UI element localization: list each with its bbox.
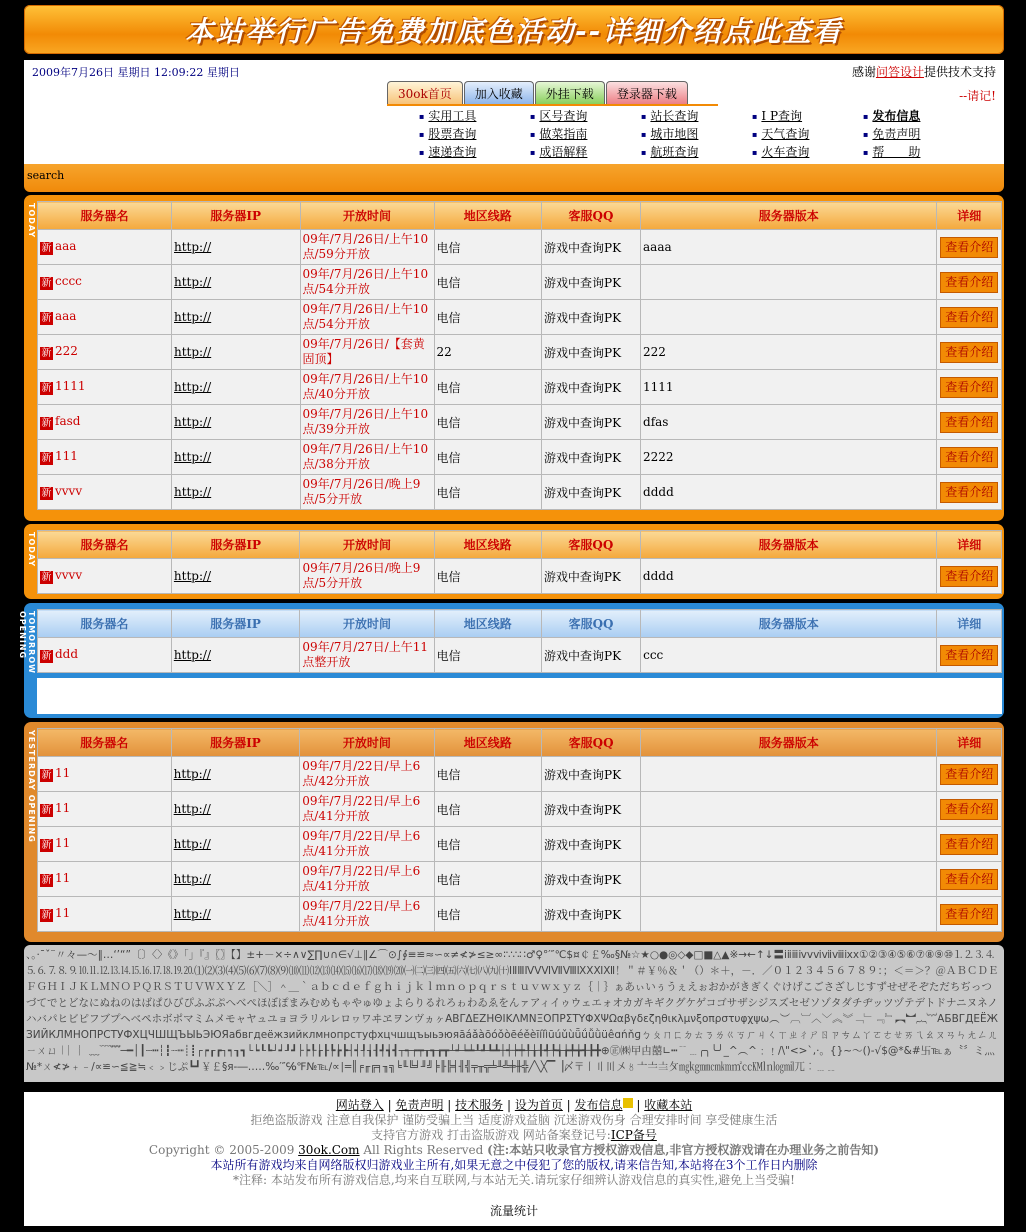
link-help[interactable]: 帮 助: [872, 145, 921, 159]
server-name: 1111: [55, 379, 86, 393]
line-region: 电信: [434, 300, 541, 335]
server-version: [641, 300, 937, 335]
server-version: [641, 827, 937, 862]
header-col-detail: 详细: [937, 202, 1002, 230]
promo-banner[interactable]: [24, 5, 1004, 54]
footer-bookmark[interactable]: 收藏本站: [644, 1098, 693, 1112]
server-ip-link[interactable]: http://: [174, 380, 212, 394]
server-name-cell[interactable]: [38, 475, 172, 510]
header-col-name: 服务器名: [38, 202, 172, 230]
line-region: 电信: [434, 757, 542, 792]
support-qq: 游戏中查询PK: [542, 265, 641, 300]
table-row: [38, 300, 1002, 335]
view-details-button[interactable]: 查看介绍: [940, 342, 998, 363]
header-col-name: 服务器名: [38, 531, 172, 559]
link-courier[interactable]: 速递查询: [428, 145, 477, 159]
header-col-line: 地区线路: [434, 729, 542, 757]
quick-link-item: [752, 144, 863, 161]
table-row: [38, 265, 1002, 300]
support-qq: 游戏中查询PK: [542, 440, 641, 475]
server-name-cell[interactable]: [38, 300, 172, 335]
traffic-stats[interactable]: 流量统计: [489, 1204, 538, 1218]
support-qq: 游戏中查询PK: [542, 230, 641, 265]
footer-copyright-notice: 本站所有游戏均来自网络版权归游戏业主所有,如果无意之中侵犯了您的版权,请来信告知,本站将在3个工作日内删除: [210, 1158, 818, 1172]
line-region: 电信: [434, 370, 541, 405]
detail-cell: [937, 230, 1002, 265]
server-name-cell[interactable]: [38, 559, 172, 594]
header-col-qq: 客服QQ: [542, 610, 641, 638]
support-qq: 游戏中查询PK: [542, 792, 641, 827]
footer-icp-line: [24, 1128, 1004, 1143]
server-name: aaa: [55, 309, 77, 323]
line-region: 电信: [434, 638, 541, 673]
line-region: 电信: [434, 475, 541, 510]
server-name-cell[interactable]: [38, 862, 172, 897]
header-col-qq: 客服QQ: [542, 729, 641, 757]
detail-cell: [937, 827, 1002, 862]
quick-link-item: [863, 126, 974, 143]
server-icon: 新: [41, 278, 52, 289]
open-time: 09年/7月/22日/早上6点/41分开放: [300, 897, 434, 932]
server-version: 222: [641, 335, 937, 370]
quick-link-item: [863, 108, 974, 125]
support-qq: 游戏中查询PK: [541, 559, 640, 594]
server-name-cell[interactable]: [38, 335, 172, 370]
table-header-row: [38, 531, 1002, 559]
link-site-lookup[interactable]: 站长查询: [650, 109, 699, 123]
detail-cell: [937, 792, 1002, 827]
server-version: [641, 792, 937, 827]
server-name-cell[interactable]: [38, 792, 172, 827]
link-disclaimer[interactable]: 免责声明: [872, 127, 921, 141]
datetime-display: 2009年7月26日 星期日 12:09:22 星期日: [32, 66, 240, 79]
section-tomorrow: [18, 603, 1004, 718]
server-version: 2222: [641, 440, 937, 475]
server-ip-cell: [172, 300, 301, 335]
header-col-time: 开放时间: [300, 202, 434, 230]
table-header-row: [38, 729, 1002, 757]
symbol-palette: 、。·ˉˇ¨〃々—～‖…‘’“”〔〕〈〉《》「」『』〖〗【】±+－×÷∧∨∑∏∪∩∈√⊥∥∠⌒⊙∫∮≡≌≈∽∝≠≮≯≤≥∞∶∵∴∷♂♀°′″℃$¤￠￡‰§№☆★○●◎◇◆□■△▲※→←↑↓〓ⅰⅱⅲⅳⅴⅵⅶⅷⅸⅹ①②③④⑤⑥⑦⑧⑨⑩⒈⒉⒊⒋⒌⒍⒎⒏⒐⒑⒒⒓⒔⒕⒖⒗⒘⒙⒚⒛⑴⑵⑶⑷⑸⑹⑺⑻⑼⑽⑾⑿⒀⒁⒂⒃⒄⒅⒆⒇㈠㈡㈢㈣㈤㈥㈦㈧㈨㈩ⅠⅡⅢⅣⅤⅥⅦⅧⅨⅩⅪⅫ！＂＃￥％＆＇（）＊＋，－．／０１２３４５６７８９：；＜＝＞？＠ＡＢＣＤＥＦＧＨＩＪＫＬＭＮＯＰＱＲＳＴＵＶＷＸＹＺ［＼］＾＿｀ａｂｃｄｅｆｇｈｉｊｋｌｍｎｏｐｑｒｓｔｕｖｗｘｙｚ｛｜｝ぁあぃいぅうぇえぉおかがきぎくぐけげこごさざしじすずせぜそぞただちぢっつづてでとどなにぬねのはばぱひびぴふぶぷへべぺほぼぽまみむめもゃやゅゆょよらりるれろゎわゐゑをんァアィイゥウェエォオカガキギクグケゲコゴサザシジスズセゼソゾタダチヂッツヅテデトドナニヌネノハバパヒビピフブプヘベペホボポマミムメモャヤュユョヨラリルレロヮワヰヱヲンヴヵヶΑΒΓΔΕΖΗΘΙΚΛΜΝΞΟΠΡΣΤΥΦΧΨΩαβγδεζηθικλμνξοπρστυφχψω︵︶︹︺︿﹀︽︾﹁﹂﹃﹄︻︼︷︸АБВГДЕЁЖЗИЙКЛМНОПРСТУФХЦЧШЩЪЫЬЭЮЯабвгдеёжзийклмнопрстуфхцчшщъыьэюяāáǎàōóǒòēéěèīíǐìūúǔùǖǘǚǜüêɑńňɡㄅㄆㄇㄈㄉㄊㄋㄌㄍㄎㄏㄐㄑㄒㄓㄔㄕㄖㄗㄘㄙㄚㄛㄜㄝㄞㄟㄠㄡㄢㄣㄤㄥㄦㄧㄨㄩ︱︳︴﹏﹋﹌─━│┃┄┅┆┇┈┉┊┋┌┍┎┏┐┑┒┓└┕┖┗┘┙┚┛├┝┞┟┠┡┢┣┤┥┦┧┨┩┪┫┬┭┮┯┰┱┲┳┴┵┶┷┸┹┺┻┼┽┾┿╀╁╂╃╄╅╆╇╈╉╊╋⊕㊣㈱曱甴囍∟┅﹊﹍╭╮╰╯_^︵^﹕﹗/\"<>`,·。{}~～()-√$@*&#卐℡ぁ〝〞ミ灬№*ㄨ≮≯﹢﹣/∝≌∽≦≧≒﹤﹥じぷ┗┛￥￡§я-―‥…‰′″℅℉№℡∕∝∣═║╒╓╔╕╖╗╘╙╚╛╜╝╞╟╠╡╢╣╤╥╦╧╨╩╪╫╬╱╲╳▔▕〆〒〡〢〣〤〥〦〧〨〩㎎㎏㎜㎝㎞㎡㏄㏎㏑㏒㏕兀︰﹍﹎: [24, 945, 1004, 1082]
footer-homepage[interactable]: 设为首页: [514, 1098, 563, 1112]
section-side-label: TOMORROW OPENING: [18, 611, 36, 674]
server-ip-cell: [171, 757, 300, 792]
server-ip-link[interactable]: http://: [173, 907, 211, 921]
server-ip-link[interactable]: http://: [174, 240, 212, 254]
section-side-label: TODAY: [27, 532, 36, 568]
server-icon: 新: [41, 348, 52, 359]
header-col-ip: 服务器IP: [171, 610, 300, 638]
link-flights[interactable]: 航班查询: [650, 145, 699, 159]
copyright-rights: All Rights Reserved: [359, 1143, 488, 1157]
link-recipes[interactable]: 做菜指南: [539, 127, 588, 141]
table-row: [38, 335, 1002, 370]
open-time: 09年/7月/22日/早上6点/42分开放: [300, 757, 434, 792]
server-ip-link[interactable]: http://: [174, 450, 212, 464]
tab-bookmark[interactable]: 加入收藏: [464, 81, 534, 104]
server-version: ccc: [641, 638, 937, 673]
header-col-line: 地区线路: [434, 202, 541, 230]
open-time: 09年/7月/26日/上午10点/59分开放: [300, 230, 434, 265]
site-link[interactable]: 30ok.Com: [298, 1143, 360, 1157]
server-ip-link[interactable]: http://: [173, 767, 211, 781]
server-ip-link[interactable]: http://: [174, 345, 212, 359]
server-version: 1111: [641, 370, 937, 405]
quick-link-item: [641, 144, 752, 161]
support-qq: 游戏中查询PK: [542, 827, 641, 862]
view-details-button[interactable]: 查看介绍: [940, 482, 998, 503]
header-col-ip: 服务器IP: [172, 202, 301, 230]
header-col-name: 服务器名: [38, 729, 172, 757]
table-header-row: [38, 202, 1002, 230]
view-details-button[interactable]: 查看介绍: [940, 237, 998, 258]
server-icon: 新: [41, 805, 52, 816]
open-time: 09年/7月/26日/上午10点/39分开放: [300, 405, 434, 440]
detail-cell: [937, 265, 1002, 300]
header-col-line: 地区线路: [434, 531, 541, 559]
server-ip-link[interactable]: http://: [173, 837, 211, 851]
support-qq: 游戏中查询PK: [542, 405, 641, 440]
server-icon: 新: [41, 572, 52, 583]
table-header-row: [38, 610, 1002, 638]
server-name: cccc: [55, 274, 82, 288]
link-city-map[interactable]: 城市地图: [650, 127, 699, 141]
server-name-cell[interactable]: [38, 897, 172, 932]
server-table: [37, 609, 1002, 673]
header-col-time: 开放时间: [300, 729, 434, 757]
line-region: 电信: [434, 265, 541, 300]
server-name-cell[interactable]: [38, 440, 172, 475]
server-ip-cell: [172, 475, 301, 510]
table-row: [38, 757, 1002, 792]
support-qq: 游戏中查询PK: [542, 335, 641, 370]
server-ip-cell: [172, 370, 301, 405]
link-stocks[interactable]: 股票查询: [428, 127, 477, 141]
support-qq: 游戏中查询PK: [542, 897, 641, 932]
search-label: search: [27, 169, 65, 182]
table-row: [38, 792, 1002, 827]
link-area-code[interactable]: 区号查询: [539, 109, 588, 123]
header-col-qq: 客服QQ: [542, 202, 641, 230]
table-row: [38, 405, 1002, 440]
footer-nav: 网站登入 | 免责声明 | 技术服务 | 设为首页 | 发布信息 | 收藏本站: [335, 1098, 693, 1112]
header-col-time: 开放时间: [300, 610, 434, 638]
support-qq: 游戏中查询PK: [542, 757, 641, 792]
open-time: 09年/7月/26日/【套黄固顶】: [300, 335, 434, 370]
server-name: ddd: [55, 647, 79, 661]
header-col-version: 服务器版本: [641, 729, 937, 757]
server-name-cell[interactable]: [38, 370, 172, 405]
footer: [24, 1092, 1004, 1226]
section-yesterday: [24, 722, 1004, 942]
line-region: 22: [434, 335, 541, 370]
link-publish[interactable]: 发布信息: [872, 109, 921, 123]
detail-cell: [937, 440, 1002, 475]
header-col-version: 服务器版本: [641, 610, 937, 638]
view-details-button[interactable]: 查看介绍: [940, 447, 998, 468]
server-name-cell[interactable]: [38, 827, 172, 862]
server-ip-cell: [172, 440, 301, 475]
table-row: [38, 370, 1002, 405]
open-time: 09年/7月/27日/上午11点整开放: [300, 638, 434, 673]
tab-underline: [387, 104, 718, 106]
remember-text: --请记!: [959, 89, 996, 103]
server-name: 11: [55, 801, 71, 815]
tab-launcher-download[interactable]: 登录器下载: [606, 81, 688, 104]
header-col-ip: 服务器IP: [171, 531, 300, 559]
footer-tech[interactable]: 技术服务: [455, 1098, 504, 1112]
view-details-button[interactable]: 查看介绍: [940, 869, 998, 890]
section-side-label: YESTERDAY OPENING: [27, 730, 36, 843]
server-ip-link[interactable]: http://: [174, 415, 212, 429]
open-time: 09年/7月/22日/早上6点/41分开放: [300, 792, 434, 827]
server-ip-cell: [171, 792, 300, 827]
server-ip-link[interactable]: http://: [174, 310, 212, 324]
line-region: 电信: [434, 792, 542, 827]
quick-link-item: [530, 108, 641, 125]
footer-login[interactable]: 网站登入: [335, 1098, 384, 1112]
line-region: 电信: [434, 559, 541, 594]
view-details-button[interactable]: 查看介绍: [940, 307, 998, 328]
server-ip-link[interactable]: http://: [173, 872, 211, 886]
credits-prefix: 感谢: [851, 65, 876, 79]
server-ip-cell: [171, 638, 300, 673]
footer-publish[interactable]: 发布信息: [574, 1098, 623, 1112]
table-row: [38, 827, 1002, 862]
server-icon: 新: [41, 453, 52, 464]
server-name: 11: [55, 766, 71, 780]
server-ip-cell: [172, 405, 301, 440]
server-icon: 新: [41, 875, 52, 886]
open-time: 09年/7月/26日/上午10点/54分开放: [300, 300, 434, 335]
view-details-button[interactable]: 查看介绍: [940, 377, 998, 398]
server-icon: 新: [41, 651, 52, 662]
footer-warning: *注释: 本站发布所有游戏信息,均来自互联网,与本站无关.请玩家仔细辨认游戏信息的真实性,避免上当受骗!: [233, 1173, 795, 1187]
server-table: [37, 201, 1002, 510]
server-icon: 新: [41, 243, 52, 254]
support-qq: 游戏中查询PK: [542, 475, 641, 510]
server-ip-link[interactable]: http://: [174, 275, 212, 289]
header-col-detail: 详细: [937, 729, 1002, 757]
credits-link[interactable]: 问答设计: [875, 65, 924, 79]
copyright-note: (注:本站只收录官方授权游戏信息,非官方授权游戏请在办理业务之前告知): [487, 1143, 880, 1157]
server-name: fasd: [55, 414, 81, 428]
server-name-cell[interactable]: [38, 757, 172, 792]
server-version: aaaa: [641, 230, 937, 265]
new-badge-icon: [623, 1098, 633, 1108]
section-side-label: TODAY: [27, 203, 36, 239]
server-name-cell[interactable]: [38, 638, 172, 673]
detail-cell: [937, 370, 1002, 405]
quick-link-item: [641, 126, 752, 143]
view-details-button[interactable]: 查看介绍: [940, 799, 998, 820]
server-ip-cell: [172, 265, 301, 300]
quick-link-item: [752, 126, 863, 143]
table-row: [38, 230, 1002, 265]
view-details-button[interactable]: 查看介绍: [940, 412, 998, 433]
section-today-2: [24, 524, 1004, 599]
header-col-line: 地区线路: [434, 610, 541, 638]
detail-cell: [937, 300, 1002, 335]
support-qq: 游戏中查询PK: [542, 862, 641, 897]
footer-slogan: 拒绝盗版游戏 注意自我保护 谨防受骗上当 适度游戏益脑 沉迷游戏伤身 合理安排时间 享受健康生活: [250, 1113, 778, 1127]
header-col-qq: 客服QQ: [541, 531, 640, 559]
server-version: dddd: [641, 475, 937, 510]
server-ip-cell: [172, 230, 301, 265]
server-version: dfas: [641, 405, 937, 440]
credits: [852, 63, 996, 80]
server-name: 11: [55, 836, 71, 850]
server-name: vvvv: [55, 484, 83, 498]
tab-home[interactable]: 30ok首页: [387, 81, 463, 104]
detail-cell: [937, 897, 1002, 932]
header-col-version: 服务器版本: [641, 202, 937, 230]
detail-cell: [937, 475, 1002, 510]
server-version: dddd: [640, 559, 937, 594]
detail-cell: [937, 559, 1002, 594]
line-region: 电信: [434, 827, 542, 862]
server-icon: 新: [41, 910, 52, 921]
header-col-detail: 详细: [937, 610, 1002, 638]
server-icon: 新: [41, 488, 52, 499]
server-ip-link[interactable]: http://: [174, 485, 212, 499]
server-icon: 新: [41, 840, 52, 851]
view-details-button[interactable]: 查看介绍: [940, 272, 998, 293]
detail-cell: [937, 405, 1002, 440]
footer-copyright: [24, 1143, 1004, 1158]
table-row: [38, 559, 1002, 594]
link-ip-lookup[interactable]: I P查询: [761, 109, 803, 123]
view-details-button[interactable]: 查看介绍: [940, 645, 998, 666]
top-tabs: [387, 81, 688, 104]
link-idioms[interactable]: 成语解释: [539, 145, 588, 159]
line-region: 电信: [434, 230, 541, 265]
header-col-ip: 服务器IP: [171, 729, 300, 757]
footer-disclaimer[interactable]: 免责声明: [395, 1098, 444, 1112]
server-icon: 新: [41, 418, 52, 429]
server-table: [37, 530, 1002, 594]
server-icon: 新: [41, 383, 52, 394]
quick-link-item: [641, 108, 752, 125]
support-qq: 游戏中查询PK: [542, 638, 641, 673]
server-table: [37, 728, 1002, 932]
detail-cell: [937, 757, 1002, 792]
server-name-cell[interactable]: [38, 230, 172, 265]
open-time: 09年/7月/26日/上午10点/38分开放: [300, 440, 434, 475]
quick-link-item: [419, 126, 530, 143]
link-weather[interactable]: 天气查询: [761, 127, 810, 141]
quick-link-item: [530, 126, 641, 143]
quick-link-item: [530, 144, 641, 161]
table-row: [38, 862, 1002, 897]
server-name: 11: [55, 871, 71, 885]
view-details-button[interactable]: 查看介绍: [940, 566, 998, 587]
header-col-version: 服务器版本: [640, 531, 937, 559]
open-time: 09年/7月/22日/早上6点/41分开放: [300, 862, 434, 897]
quick-link-item: [419, 144, 530, 161]
server-ip-cell: [171, 827, 300, 862]
table-row: [38, 475, 1002, 510]
line-region: 电信: [434, 405, 541, 440]
server-name: 222: [55, 344, 78, 358]
header-col-name: 服务器名: [38, 610, 172, 638]
view-details-button[interactable]: 查看介绍: [940, 904, 998, 925]
table-row: [38, 897, 1002, 932]
credits-suffix: 提供技术支持: [923, 65, 996, 79]
link-tools[interactable]: 实用工具: [428, 109, 477, 123]
server-ip-link[interactable]: http://: [173, 569, 212, 583]
line-region: 电信: [434, 897, 542, 932]
server-name: 11: [55, 906, 71, 920]
server-name: vvvv: [55, 568, 83, 582]
quick-link-item: [752, 108, 863, 125]
server-icon: 新: [41, 313, 52, 324]
banner-text: 本站举行广告免费加底色活动--详细介绍点此查看: [185, 14, 843, 48]
server-icon: 新: [41, 770, 52, 781]
table-row: [38, 440, 1002, 475]
server-ip-cell: [171, 897, 300, 932]
server-ip-link[interactable]: http://: [173, 648, 212, 662]
open-time: 09年/7月/26日/晚上9点/5分开放: [300, 475, 434, 510]
server-ip-cell: [171, 559, 300, 594]
quick-link-item: [863, 144, 974, 161]
server-name: aaa: [55, 239, 77, 253]
open-time: 09年/7月/22日/早上6点/41分开放: [300, 827, 434, 862]
footer-icp-text: 支持官方游戏 打击盗版游戏 网站备案登记号:: [371, 1128, 611, 1142]
server-name-cell[interactable]: [38, 405, 172, 440]
server-name-cell[interactable]: [38, 265, 172, 300]
server-version: [641, 862, 937, 897]
link-trains[interactable]: 火车查询: [761, 145, 810, 159]
header-col-detail: 详细: [937, 531, 1002, 559]
detail-cell: [937, 335, 1002, 370]
server-ip-cell: [172, 335, 301, 370]
view-details-button[interactable]: 查看介绍: [940, 764, 998, 785]
support-qq: 游戏中查询PK: [542, 300, 641, 335]
line-region: 电信: [434, 440, 541, 475]
open-time: 09年/7月/26日/晚上9点/5分开放: [300, 559, 434, 594]
server-version: [641, 265, 937, 300]
header-panel: [24, 60, 1004, 164]
server-version: [641, 897, 937, 932]
view-details-button[interactable]: 查看介绍: [940, 834, 998, 855]
support-qq: 游戏中查询PK: [542, 370, 641, 405]
open-time: 09年/7月/26日/上午10点/40分开放: [300, 370, 434, 405]
search-bar[interactable]: [24, 164, 1004, 192]
copyright-text: Copyright © 2005-2009: [148, 1143, 299, 1157]
detail-cell: [937, 862, 1002, 897]
table-row: [38, 638, 1002, 673]
quick-links: [419, 108, 974, 161]
detail-cell: [937, 638, 1002, 673]
icp-link[interactable]: ICP备号: [610, 1128, 657, 1142]
line-region: 电信: [434, 862, 542, 897]
server-ip-link[interactable]: http://: [173, 802, 211, 816]
server-version: [641, 757, 937, 792]
quick-link-item: [419, 108, 530, 125]
server-ip-cell: [171, 862, 300, 897]
server-name: 111: [55, 449, 78, 463]
header-col-time: 开放时间: [300, 531, 434, 559]
open-time: 09年/7月/26日/上午10点/54分开放: [300, 265, 434, 300]
empty-area: [37, 678, 1002, 714]
tab-plugin-download[interactable]: 外挂下载: [535, 81, 605, 104]
section-today: [24, 195, 1004, 521]
